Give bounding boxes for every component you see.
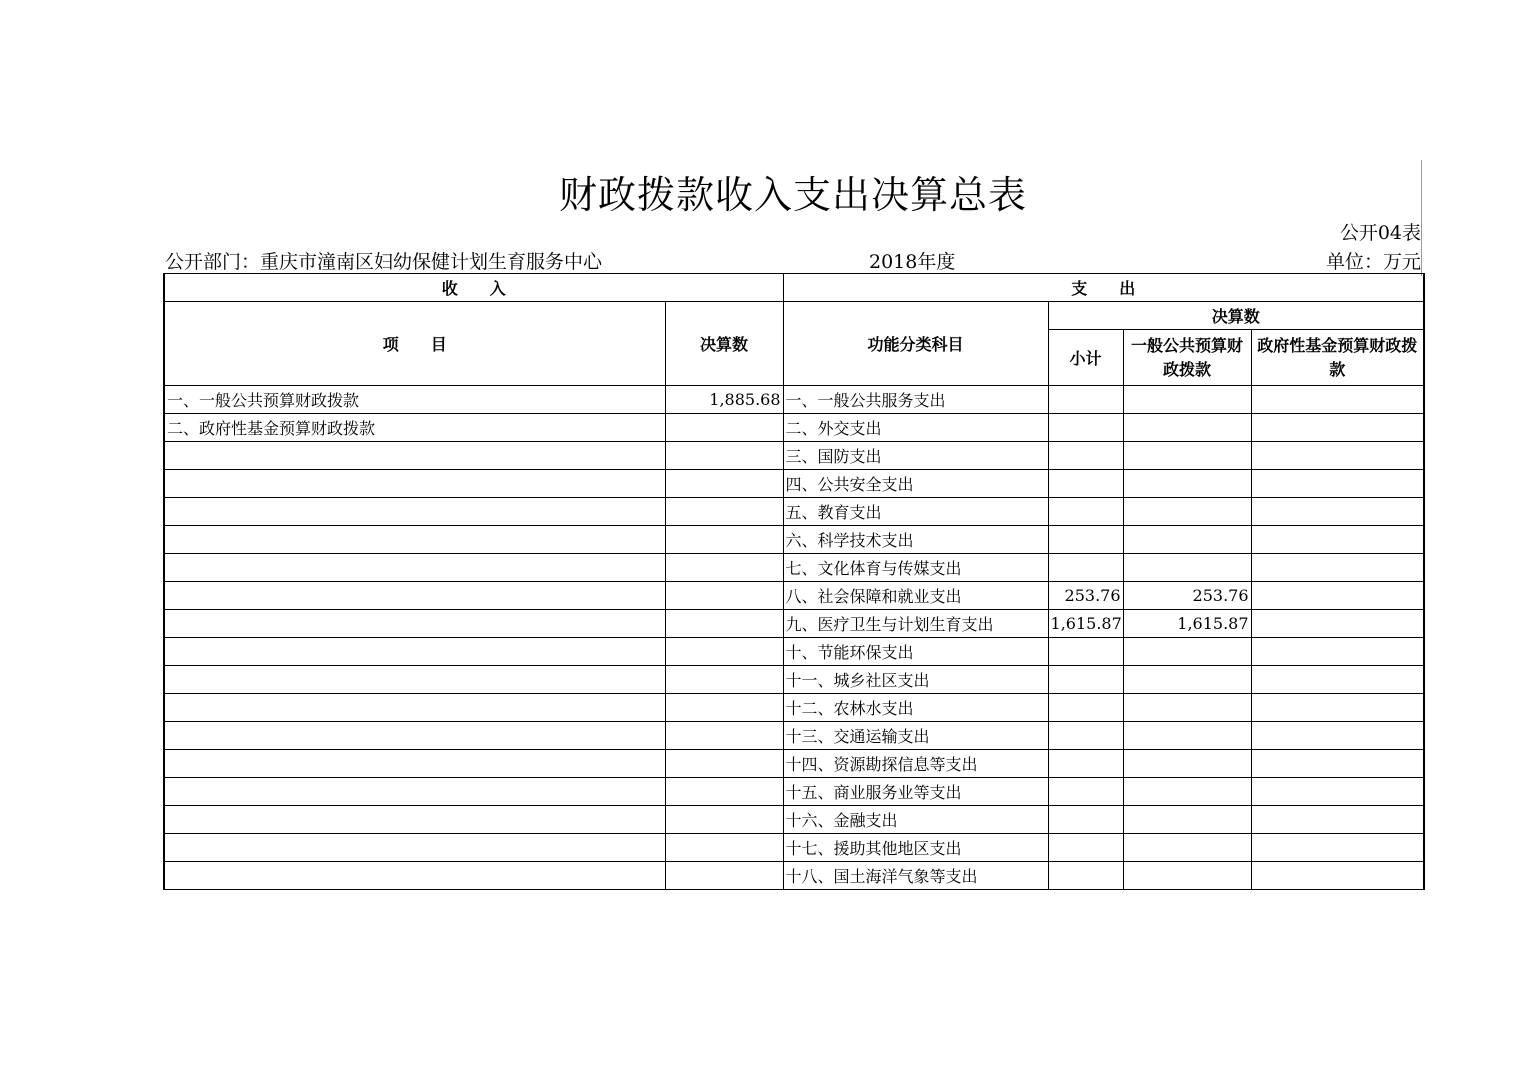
gov-fund-cell <box>1251 582 1424 610</box>
income-item-cell <box>164 666 665 694</box>
table-row <box>164 834 1424 862</box>
subtotal-cell <box>1048 722 1123 750</box>
income-item-cell <box>164 470 665 498</box>
general-budget-cell <box>1123 498 1251 526</box>
gov-fund-cell <box>1251 694 1424 722</box>
income-item-cell <box>164 554 665 582</box>
func-class-cell: 一、一般公共服务支出 <box>783 386 1048 414</box>
table-row <box>164 666 1424 694</box>
subtotal-cell <box>1048 862 1123 890</box>
gov-fund-cell <box>1251 806 1424 834</box>
gov-fund-cell <box>1251 666 1424 694</box>
income-item-cell <box>164 862 665 890</box>
gov-fund-cell <box>1251 442 1424 470</box>
func-class-cell: 四、公共安全支出 <box>783 470 1048 498</box>
func-class-cell: 五、教育支出 <box>783 498 1048 526</box>
income-amount-cell <box>665 666 783 694</box>
table-row <box>164 470 1424 498</box>
income-amount-cell <box>665 414 783 442</box>
table-row <box>164 750 1424 778</box>
income-item-cell <box>164 806 665 834</box>
subtotal-cell <box>1048 414 1123 442</box>
func-class-cell: 十六、金融支出 <box>783 806 1048 834</box>
subtotal-cell <box>1048 750 1123 778</box>
subtotal-cell <box>1048 806 1123 834</box>
table-number: 公开04表 <box>1339 222 1421 244</box>
subtotal-cell <box>1048 834 1123 862</box>
general-budget-cell <box>1123 638 1251 666</box>
subtotal-cell <box>1048 638 1123 666</box>
general-budget-cell <box>1123 554 1251 582</box>
func-class-cell: 十五、商业服务业等支出 <box>783 778 1048 806</box>
table-row <box>164 722 1424 750</box>
gov-fund-cell <box>1251 750 1424 778</box>
table-row <box>164 582 1424 610</box>
general-budget-cell <box>1123 442 1251 470</box>
income-amount-cell: 1,885.68 <box>665 386 783 414</box>
func-class-cell: 八、社会保障和就业支出 <box>783 582 1048 610</box>
gov-fund-cell <box>1251 722 1424 750</box>
gov-fund-cell <box>1251 470 1424 498</box>
gov-fund-cell <box>1251 386 1424 414</box>
general-budget-cell <box>1123 750 1251 778</box>
header-final-amount: 决算数 <box>665 302 783 386</box>
general-budget-cell <box>1123 722 1251 750</box>
header-gov-fund: 政府性基金预算财政拨款 <box>1251 330 1424 386</box>
income-amount-cell <box>665 610 783 638</box>
func-class-cell: 七、文化体育与传媒支出 <box>783 554 1048 582</box>
income-amount-cell <box>665 554 783 582</box>
general-budget-cell <box>1123 806 1251 834</box>
func-class-cell: 十七、援助其他地区支出 <box>783 834 1048 862</box>
gov-fund-cell <box>1251 414 1424 442</box>
general-budget-cell <box>1123 778 1251 806</box>
func-class-cell: 九、医疗卫生与计划生育支出 <box>783 610 1048 638</box>
general-budget-cell <box>1123 834 1251 862</box>
budget-table <box>163 273 1425 890</box>
table-body <box>164 386 1424 890</box>
gov-fund-cell <box>1251 498 1424 526</box>
gov-fund-cell <box>1251 862 1424 890</box>
gov-fund-cell <box>1251 526 1424 554</box>
func-class-cell: 十二、农林水支出 <box>783 694 1048 722</box>
subtotal-cell: 1,615.87 <box>1048 610 1123 638</box>
income-item-cell: 一、一般公共预算财政拨款 <box>164 386 665 414</box>
income-item-cell <box>164 526 665 554</box>
func-class-cell: 六、科学技术支出 <box>783 526 1048 554</box>
subtotal-cell <box>1048 386 1123 414</box>
table-row <box>164 526 1424 554</box>
general-budget-cell: 1,615.87 <box>1123 610 1251 638</box>
func-class-cell: 十、节能环保支出 <box>783 638 1048 666</box>
subtotal-cell <box>1048 498 1123 526</box>
income-amount-cell <box>665 778 783 806</box>
table-row <box>164 442 1424 470</box>
gov-fund-cell <box>1251 778 1424 806</box>
department-label: 公开部门：重庆市潼南区妇幼保健计划生育服务中心 <box>165 251 603 273</box>
table-row <box>164 694 1424 722</box>
income-amount-cell <box>665 722 783 750</box>
gov-fund-cell <box>1251 554 1424 582</box>
income-item-cell <box>164 722 665 750</box>
table-row <box>164 610 1424 638</box>
general-budget-cell <box>1123 470 1251 498</box>
table-row <box>164 386 1424 414</box>
table-row <box>164 498 1424 526</box>
func-class-cell: 十四、资源勘探信息等支出 <box>783 750 1048 778</box>
subtotal-cell <box>1048 442 1123 470</box>
general-budget-cell <box>1123 386 1251 414</box>
income-amount-cell <box>665 498 783 526</box>
page-title: 财政拨款收入支出决算总表 <box>558 173 1027 217</box>
income-amount-cell <box>665 582 783 610</box>
general-budget-cell <box>1123 666 1251 694</box>
gov-fund-cell <box>1251 638 1424 666</box>
header-expense: 支 出 <box>783 274 1424 302</box>
subtotal-cell <box>1048 554 1123 582</box>
header-item: 项 目 <box>164 302 665 386</box>
table-row <box>164 806 1424 834</box>
subtotal-cell <box>1048 470 1123 498</box>
general-budget-cell <box>1123 526 1251 554</box>
general-budget-cell <box>1123 862 1251 890</box>
gov-fund-cell <box>1251 610 1424 638</box>
table-row <box>164 554 1424 582</box>
subtotal-cell <box>1048 666 1123 694</box>
header-general-budget: 一般公共预算财政拨款 <box>1123 330 1251 386</box>
income-item-cell: 二、政府性基金预算财政拨款 <box>164 414 665 442</box>
subtotal-cell <box>1048 694 1123 722</box>
func-class-cell: 三、国防支出 <box>783 442 1048 470</box>
header-func-class: 功能分类科目 <box>783 302 1048 386</box>
subtotal-cell <box>1048 526 1123 554</box>
income-item-cell <box>164 498 665 526</box>
income-amount-cell <box>665 834 783 862</box>
general-budget-cell <box>1123 694 1251 722</box>
meta-row <box>165 247 1421 273</box>
table-row <box>164 638 1424 666</box>
income-item-cell <box>164 750 665 778</box>
income-amount-cell <box>665 806 783 834</box>
income-item-cell <box>164 778 665 806</box>
header-subtotal: 小计 <box>1048 330 1123 386</box>
page-edge-divider <box>1421 160 1422 276</box>
func-class-cell: 二、外交支出 <box>783 414 1048 442</box>
func-class-cell: 十三、交通运输支出 <box>783 722 1048 750</box>
income-amount-cell <box>665 694 783 722</box>
income-item-cell <box>164 582 665 610</box>
income-item-cell <box>164 834 665 862</box>
year-label: 2018年度 <box>869 251 956 273</box>
subtotal-cell <box>1048 778 1123 806</box>
func-class-cell: 十一、城乡社区支出 <box>783 666 1048 694</box>
table-row <box>164 862 1424 890</box>
income-item-cell <box>164 638 665 666</box>
income-item-cell <box>164 610 665 638</box>
unit-label: 单位：万元 <box>1325 251 1421 273</box>
general-budget-cell <box>1123 414 1251 442</box>
income-amount-cell <box>665 750 783 778</box>
income-amount-cell <box>665 526 783 554</box>
income-amount-cell <box>665 442 783 470</box>
income-item-cell <box>164 442 665 470</box>
header-income: 收 入 <box>164 274 783 302</box>
general-budget-cell: 253.76 <box>1123 582 1251 610</box>
income-amount-cell <box>665 470 783 498</box>
table-row <box>164 414 1424 442</box>
func-class-cell: 十八、国土海洋气象等支出 <box>783 862 1048 890</box>
income-amount-cell <box>665 638 783 666</box>
income-item-cell <box>164 694 665 722</box>
header-final-amount-group: 决算数 <box>1048 302 1424 330</box>
subtotal-cell: 253.76 <box>1048 582 1123 610</box>
income-amount-cell <box>665 862 783 890</box>
gov-fund-cell <box>1251 834 1424 862</box>
table-row <box>164 778 1424 806</box>
